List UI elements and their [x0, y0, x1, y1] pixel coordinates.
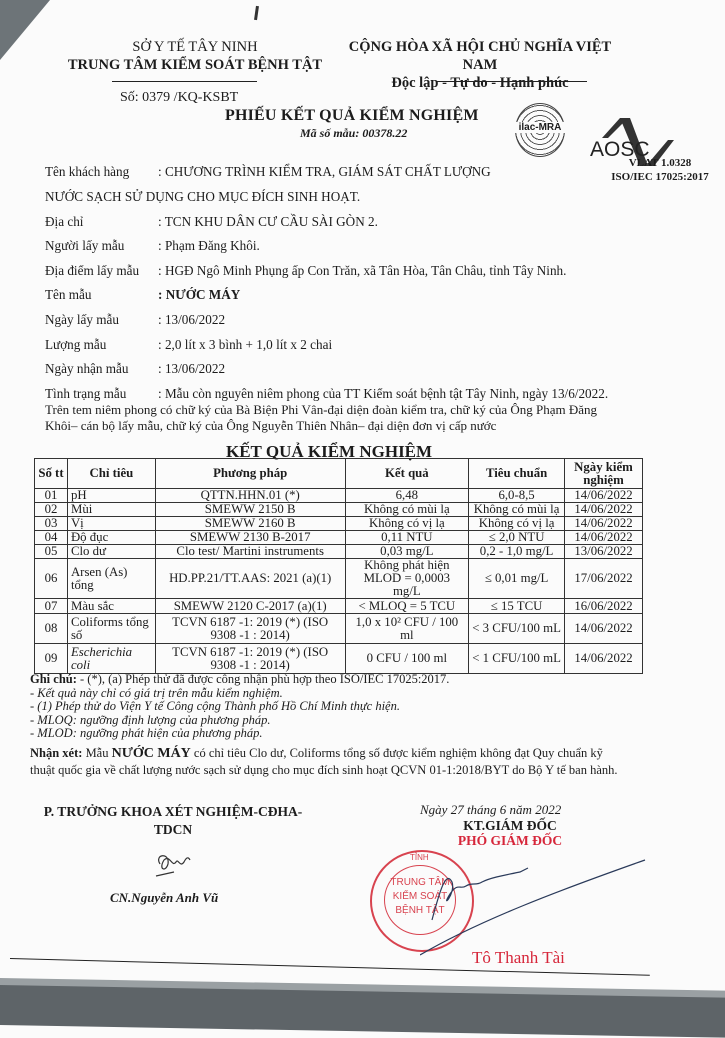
cell-standard: Không có mùi lạ [469, 503, 565, 517]
signature-right-icon [420, 850, 650, 960]
cell-parameter: Vị [67, 517, 155, 531]
divider [112, 81, 257, 82]
cell-no: 08 [35, 614, 68, 644]
info-customer [45, 164, 491, 180]
page-title: PHIẾU KẾT QUẢ KIỂM NGHIỆM [225, 107, 479, 124]
scan-mark [254, 6, 259, 20]
cell-method: TCVN 6187 -1: 2019 (*) (ISO 9308 -1 : 2014) [155, 644, 345, 674]
right-signatory-title [420, 818, 600, 848]
cell-no: 01 [35, 489, 68, 503]
col-header-standard: Tiêu chuẩn [469, 459, 565, 489]
cell-result: 0,03 mg/L [345, 545, 469, 559]
note-line4: - MLOQ: ngưỡng định lượng của phương pháp. [30, 712, 271, 727]
right-signatory-name: Tô Thanh Tài [472, 948, 565, 967]
cell-method: QTTN.HHN.01 (*) [155, 489, 345, 503]
sign-date: Ngày 27 tháng 6 năm 2022 [420, 802, 562, 817]
cell-no: 04 [35, 531, 68, 545]
accreditation [600, 156, 720, 184]
quantity-label: Lượng mẫu [45, 337, 107, 352]
ilac-mra-logo [515, 103, 565, 157]
cell-date: 14/06/2022 [565, 614, 643, 644]
header-country [330, 38, 630, 92]
sampler-label: Người lấy mẫu [45, 238, 125, 253]
accreditation-standard: ISO/IEC 17025:2017 [611, 171, 709, 183]
remark-line1 [30, 745, 710, 762]
cell-no: 07 [35, 599, 68, 614]
cell-date: 14/06/2022 [565, 503, 643, 517]
remark-label: Nhận xét: [30, 746, 83, 760]
cell-result: < MLOQ = 5 TCU [345, 599, 469, 614]
customer-label: Tên khách hàng [45, 164, 130, 179]
document-number: Số: 0379 /KQ-KSBT [120, 90, 239, 105]
remark [30, 745, 710, 779]
results-title: KẾT QUẢ KIỂM NGHIỆM [226, 442, 433, 461]
right-title-line1: KT.GIÁM ĐỐC [463, 818, 557, 833]
table-row [35, 644, 643, 674]
col-header-parameter: Chỉ tiêu [67, 459, 155, 489]
cell-date: 17/06/2022 [565, 559, 643, 599]
address-value: : TCN KHU DÂN CƯ CẦU SÀI GÒN 2. [158, 214, 378, 229]
cell-parameter: Màu sắc [67, 599, 155, 614]
cell-date: 14/06/2022 [565, 644, 643, 674]
info-condition [45, 386, 608, 402]
note-text: - (*), (a) Phép thử đã được công nhận phù hợp theo ISO/IEC 17025:2017. [76, 672, 450, 686]
cell-parameter: Clo dư [67, 545, 155, 559]
cell-result: Không có mùi lạ [345, 503, 469, 517]
sampling-date-label: Ngày lấy mẫu [45, 312, 119, 327]
right-title-line2: PHÓ GIÁM ĐỐC [457, 833, 563, 848]
cell-result: 0 CFU / 100 ml [345, 644, 469, 674]
cell-parameter: pH [67, 489, 155, 503]
note-line3: - (1) Phép thử do Viện Y tế Công cộng Thành phố Hồ Chí Minh thực hiện. [30, 699, 400, 713]
left-signatory-name: CN.Nguyễn Anh Vũ [110, 890, 219, 905]
cell-date: 14/06/2022 [565, 531, 643, 545]
sample-code: Mã số mẫu: 00378.22 [300, 126, 408, 140]
received-date-value: : 13/06/2022 [158, 361, 226, 376]
cell-method: HD.PP.21/TT.AAS: 2021 (a)(1) [155, 559, 345, 599]
info-location [45, 263, 566, 279]
table-row [35, 614, 643, 644]
table-row [35, 503, 643, 517]
results-table [34, 458, 643, 674]
country-motto: Độc lập - Tự do - Hạnh phúc [391, 75, 569, 91]
cell-method: SMEWW 2120 C-2017 (a)(1) [155, 599, 345, 614]
table-header-row [35, 459, 643, 489]
cell-no: 09 [35, 644, 68, 674]
cell-result: 0,11 NTU [345, 531, 469, 545]
cell-method: Clo test/ Martini instruments [155, 545, 345, 559]
country-line1: CỘNG HÒA XÃ HỘI CHỦ NGHĨA VIỆT NAM [348, 39, 612, 73]
note-line5: - MLOD: ngưỡng phát hiện của phương pháp. [30, 726, 263, 740]
cell-standard: ≤ 2,0 NTU [469, 531, 565, 545]
sampling-date-value: : 13/06/2022 [158, 312, 226, 327]
cell-date: 16/06/2022 [565, 599, 643, 614]
cell-standard: 0,2 - 1,0 mg/L [469, 545, 565, 559]
cell-no: 03 [35, 517, 68, 531]
condition-label: Tình trạng mẫu [45, 386, 127, 401]
sample-name-value: : NƯỚC MÁY [158, 287, 241, 302]
cell-result: 1,0 x 10² CFU / 100 ml [345, 614, 469, 644]
col-header-method: Phương pháp [155, 459, 345, 489]
sampler-value: : Phạm Đăng Khôi. [158, 238, 260, 253]
cell-no: 06 [35, 559, 68, 599]
scan-corner-shadow [0, 0, 50, 60]
cell-standard: 6,0-8,5 [469, 489, 565, 503]
table-row [35, 545, 643, 559]
address-label: Địa chỉ [45, 214, 84, 229]
cell-date: 13/06/2022 [565, 545, 643, 559]
cell-no: 05 [35, 545, 68, 559]
table-row [35, 531, 643, 545]
cell-parameter: Arsen (As) tổng [67, 559, 155, 599]
customer-value: : CHƯƠNG TRÌNH KIỂM TRA, GIÁM SÁT CHẤT LƯỢNG [158, 164, 491, 179]
org-line1: SỞ Y TẾ TÂY NINH [132, 39, 258, 55]
cell-result: Không có vị lạ [345, 517, 469, 531]
info-address [45, 214, 378, 230]
location-value: : HGĐ Ngô Minh Phụng ấp Con Trăn, xã Tân Hòa, Tân Châu, tỉnh Tây Ninh. [158, 263, 567, 278]
stamp-line2: KIỂM SOÁT [392, 891, 448, 902]
received-date-label: Ngày nhận mẫu [45, 361, 129, 376]
cell-standard: ≤ 0,01 mg/L [469, 559, 565, 599]
table-row [35, 489, 643, 503]
cell-standard: Không có vị lạ [469, 517, 565, 531]
cell-parameter: Mùi [67, 503, 155, 517]
info-sampling-date [45, 312, 225, 328]
note-line2: - Kết quả này chỉ có giá trị trên mẫu kiểm nghiệm. [30, 685, 283, 700]
accreditation-code: VLAT 1.0328 [628, 157, 692, 169]
cell-parameter: Độ đục [67, 531, 155, 545]
condition-value: : Mẫu còn nguyên niêm phong của TT Kiểm soát bệnh tật Tây Ninh, ngày 13/6/2022. [158, 386, 609, 401]
cell-result: 6,48 [345, 489, 469, 503]
table-row [35, 559, 643, 599]
col-header-date: Ngày kiểm nghiệm [565, 459, 643, 489]
cell-parameter: Coliforms tổng số [67, 614, 155, 644]
condition-line2: Trên tem niêm phong có chữ ký của Bà Biện Phi Vân-đại diện đoàn kiểm tra, chữ ký của Ông Phạm Đăng [45, 402, 598, 417]
col-header-result: Kết quả [345, 459, 469, 489]
sample-name-label: Tên mẫu [45, 287, 92, 302]
ilac-logo-text: ilac-MRA [512, 122, 568, 133]
notes [30, 673, 449, 741]
cell-no: 02 [35, 503, 68, 517]
divider [437, 81, 587, 82]
info-quantity [45, 337, 332, 353]
remark-text: Mẫu [82, 746, 112, 760]
cell-method: SMEWW 2150 B [155, 503, 345, 517]
stamp-line1: TRUNG TÂM [390, 877, 450, 888]
cell-result: Không phát hiện MLOD = 0,0003 mg/L [345, 559, 469, 599]
org-line2: TRUNG TÂM KIỂM SOÁT BỆNH TẬT [67, 57, 323, 73]
cell-method: TCVN 6187 -1: 2019 (*) (ISO 9308 -1 : 2014) [155, 614, 345, 644]
left-signatory-title: P. TRƯỞNG KHOA XÉT NGHIỆM-CĐHA-TDCN [43, 804, 303, 837]
notes-label: Ghi chú: [30, 672, 77, 686]
cell-parameter: Escherichia coli [67, 644, 155, 674]
quantity-value: : 2,0 lít x 3 bình + 1,0 lít x 2 chai [158, 337, 333, 352]
cell-method: SMEWW 2160 B [155, 517, 345, 531]
note-line1 [30, 673, 449, 687]
cell-date: 14/06/2022 [565, 517, 643, 531]
cell-date: 14/06/2022 [565, 489, 643, 503]
stamp-top-text: TỈNH [410, 853, 429, 862]
remark-line2: thuật quốc gia về chất lượng nước sạch sử dụng cho mục đích sinh hoạt QCVN 01-1:2018/BYT do Bộ Y tế ban hành. [30, 763, 618, 777]
stamp-line3: BỆNH TẬT [395, 905, 445, 916]
cell-standard: ≤ 15 TCU [469, 599, 565, 614]
table-row [35, 599, 643, 614]
remark-sample: NƯỚC MÁY [111, 746, 191, 761]
condition-line3: Khôi– cán bộ lấy mẫu, chữ ký của Ông Nguyễn Thiên Nhân– đại diện đơn vị cấp nước [45, 418, 497, 433]
remark-text: có chỉ tiêu Clo dư, Coliforms tổng số được kiểm nghiệm không đạt Quy chuẩn kỹ [190, 746, 603, 760]
cell-standard: < 1 CFU/100 mL [469, 644, 565, 674]
col-header-no: Số tt [35, 459, 68, 489]
location-label: Địa điểm lấy mẫu [45, 263, 140, 278]
cell-method: SMEWW 2130 B-2017 [155, 531, 345, 545]
table-row [35, 517, 643, 531]
header-organization [60, 38, 330, 74]
info-sample-name [45, 287, 240, 303]
cell-standard: < 3 CFU/100 mL [469, 614, 565, 644]
signature-left-icon [150, 850, 200, 880]
info-received-date [45, 361, 225, 377]
info-sampler [45, 238, 260, 254]
aosc-logo-text: AOSC [590, 138, 650, 161]
info-customer-cont: NƯỚC SẠCH SỬ DỤNG CHO MỤC ĐÍCH SINH HOẠT. [45, 189, 361, 204]
